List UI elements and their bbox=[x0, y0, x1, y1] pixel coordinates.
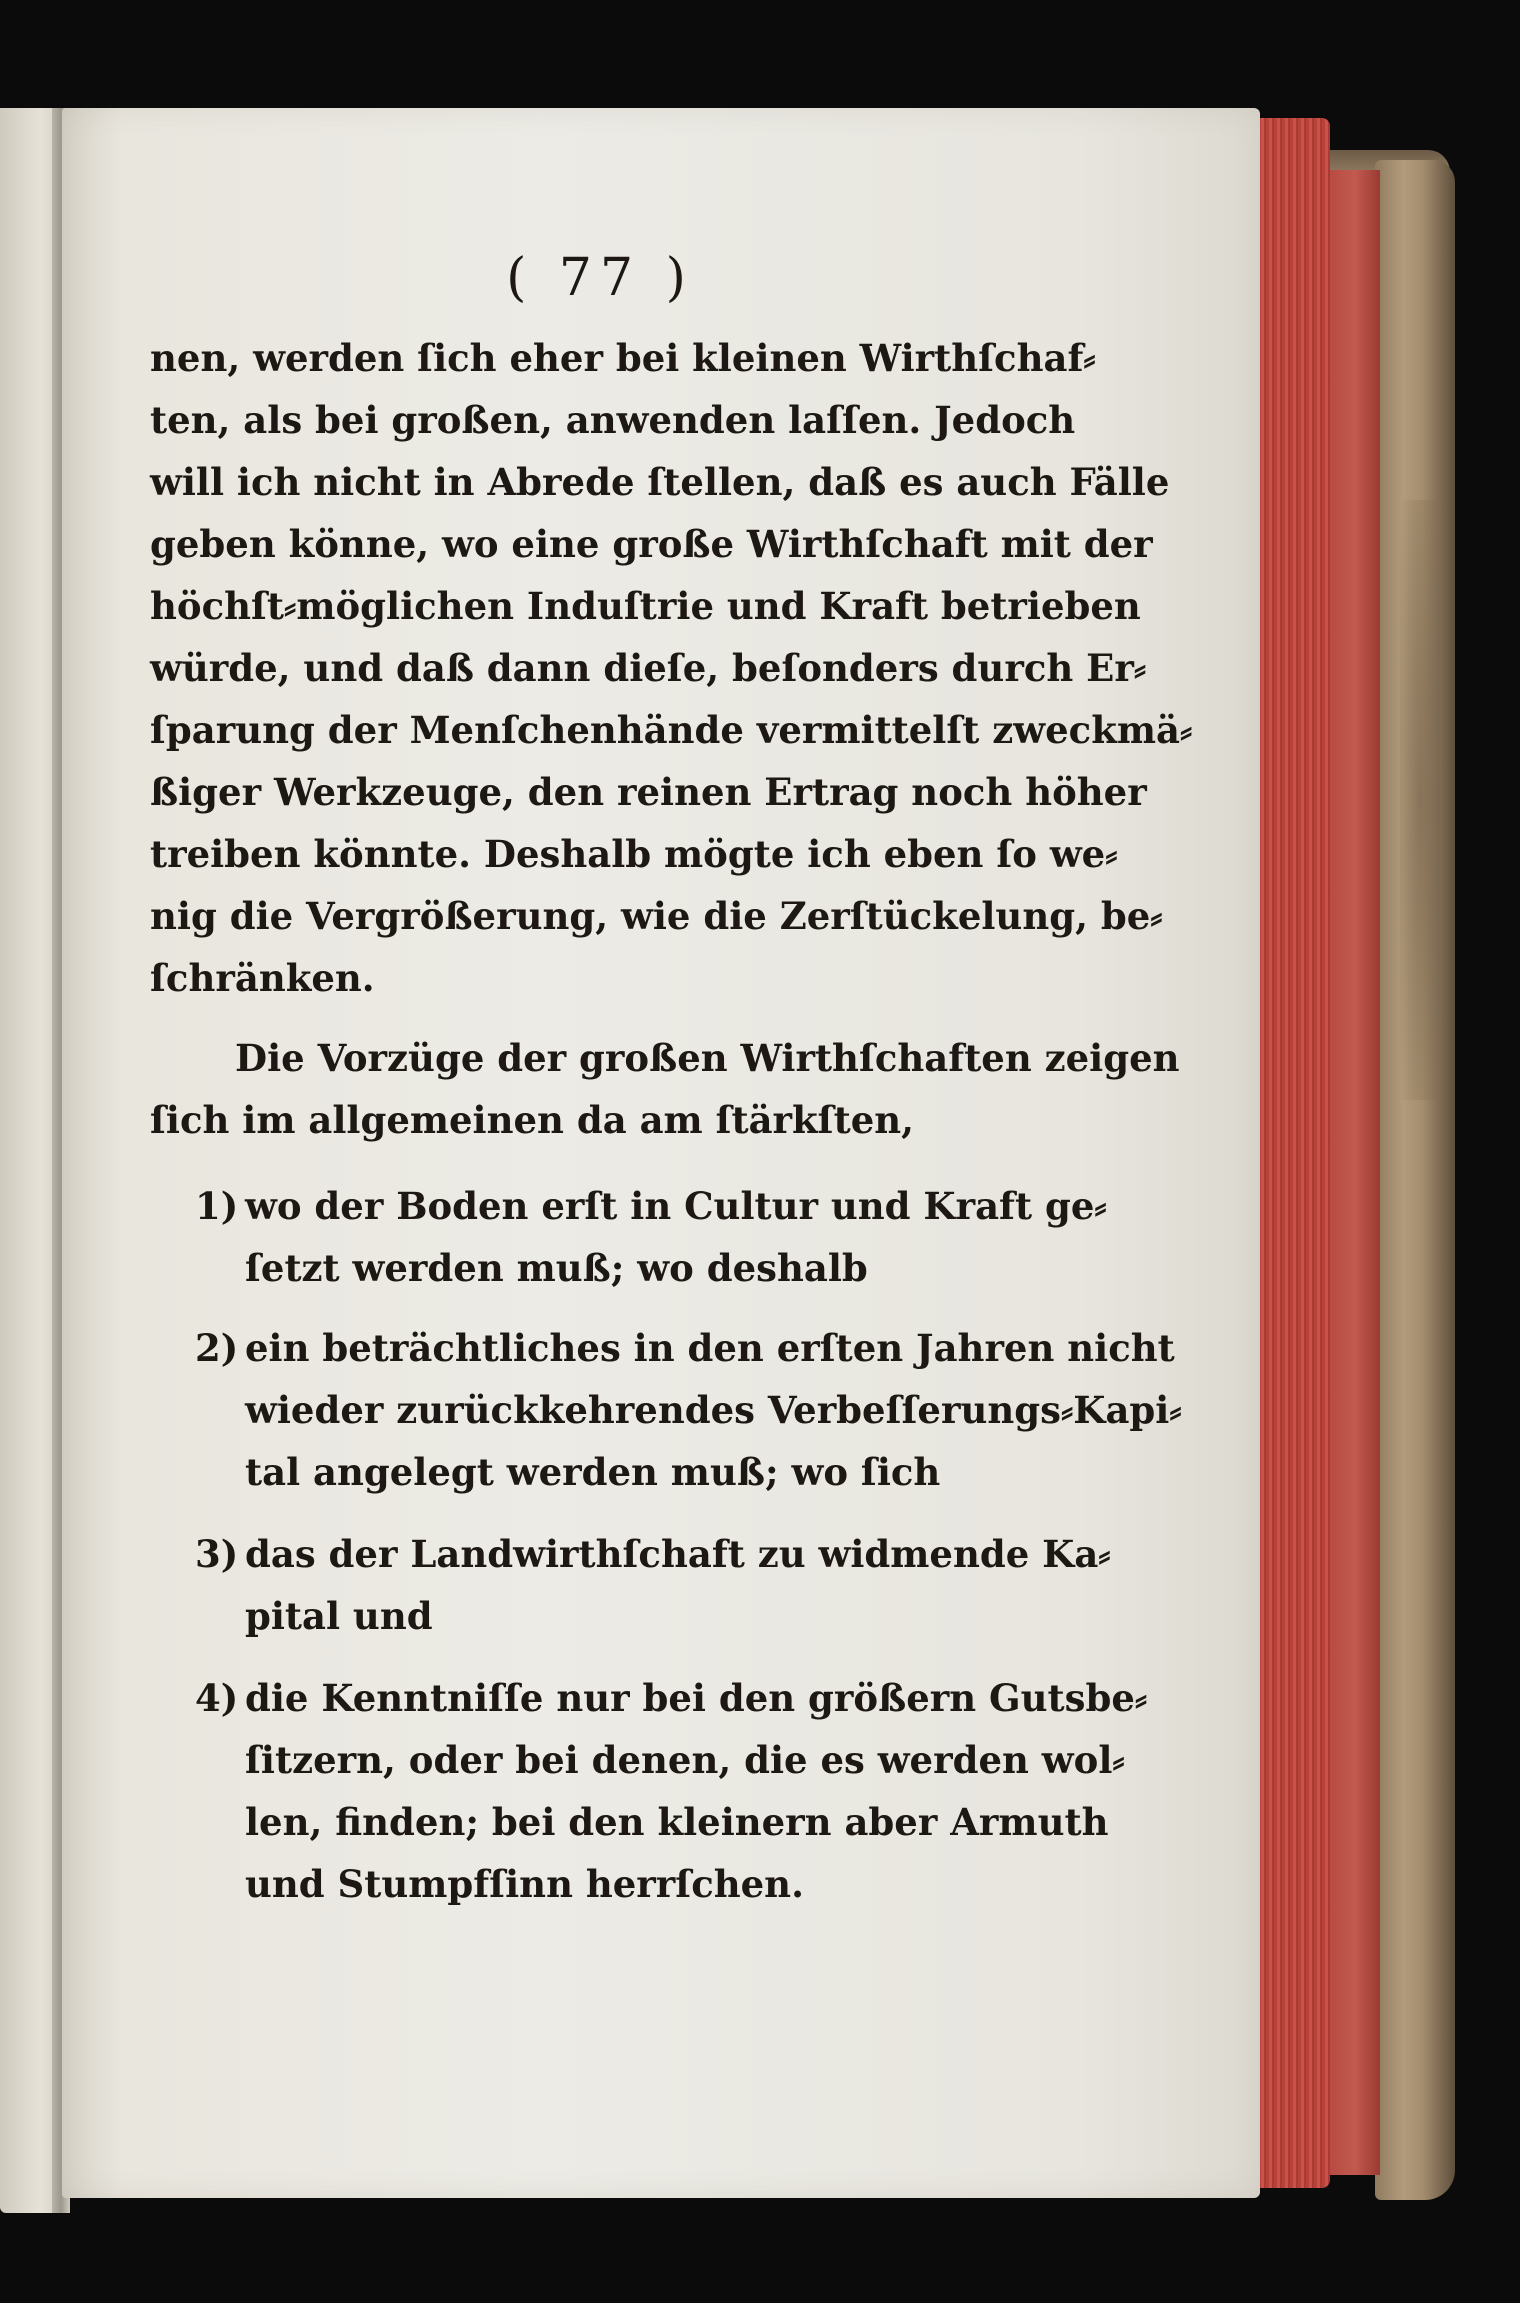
text-line: ſich im allgemeinen da am ſtärkſten, bbox=[150, 1098, 915, 1142]
text-line: höchſt⸗möglichen Induſtrie und Kraft betrieben bbox=[150, 584, 1141, 628]
list-item-line: ſitzern, oder bei denen, die es werden wol⸗ bbox=[245, 1738, 1125, 1782]
text-line: Die Vorzüge der großen Wirthſchaften zeigen bbox=[235, 1036, 1180, 1080]
text-line: treiben könnte. Deshalb mögte ich eben ſo we⸗ bbox=[150, 832, 1118, 876]
text-line: ſparung der Menſchenhände vermittelſt zweckmä⸗ bbox=[150, 708, 1193, 752]
list-item-number: 1) bbox=[195, 1184, 239, 1228]
text-line: ten, als bei großen, anwenden laſſen. Jedoch bbox=[150, 398, 1076, 442]
list-item-line: und Stumpfſinn herrſchen. bbox=[245, 1862, 804, 1906]
list-item-line: len, finden; bei den kleinern aber Armuth bbox=[245, 1800, 1109, 1844]
list-item-line: das der Landwirthſchaft zu widmende Ka⸗ bbox=[245, 1532, 1111, 1576]
text-line: will ich nicht in Abrede ſtellen, daß es auch Fälle bbox=[150, 460, 1170, 504]
list-item-number: 3) bbox=[195, 1532, 239, 1576]
list-item-line: die Kenntniſſe nur bei den größern Gutsbe⸗ bbox=[245, 1676, 1148, 1720]
text-line: nen, werden ſich eher bei kleinen Wirthſchaf⸗ bbox=[150, 336, 1096, 380]
list-item-line: wieder zurückkehrendes Verbeſſerungs⸗Kapi⸗ bbox=[245, 1388, 1182, 1432]
list-item-number: 2) bbox=[195, 1326, 239, 1370]
text-line: geben könne, wo eine große Wirthſchaft mit der bbox=[150, 522, 1153, 566]
list-item-line: ein beträchtliches in den erſten Jahren nicht bbox=[245, 1326, 1175, 1370]
text-line: nig die Vergrößerung, wie die Zerſtückelung, be⸗ bbox=[150, 894, 1163, 938]
text-line: würde, und daß dann dieſe, beſonders durch Er⸗ bbox=[150, 646, 1147, 690]
list-item-line: ſetzt werden muß; wo deshalb bbox=[245, 1246, 868, 1290]
list-item-number: 4) bbox=[195, 1676, 239, 1720]
text-line: ſchränken. bbox=[150, 956, 375, 1000]
list-item-line: pital und bbox=[245, 1594, 433, 1638]
list-item-line: tal angelegt werden muß; wo ſich bbox=[245, 1450, 941, 1494]
list-item-line: wo der Boden erſt in Cultur und Kraft ge⸗ bbox=[245, 1184, 1107, 1228]
text-line: ßiger Werkzeuge, den reinen Ertrag noch höher bbox=[150, 770, 1147, 814]
page-number: ( 77 ) bbox=[506, 248, 694, 308]
